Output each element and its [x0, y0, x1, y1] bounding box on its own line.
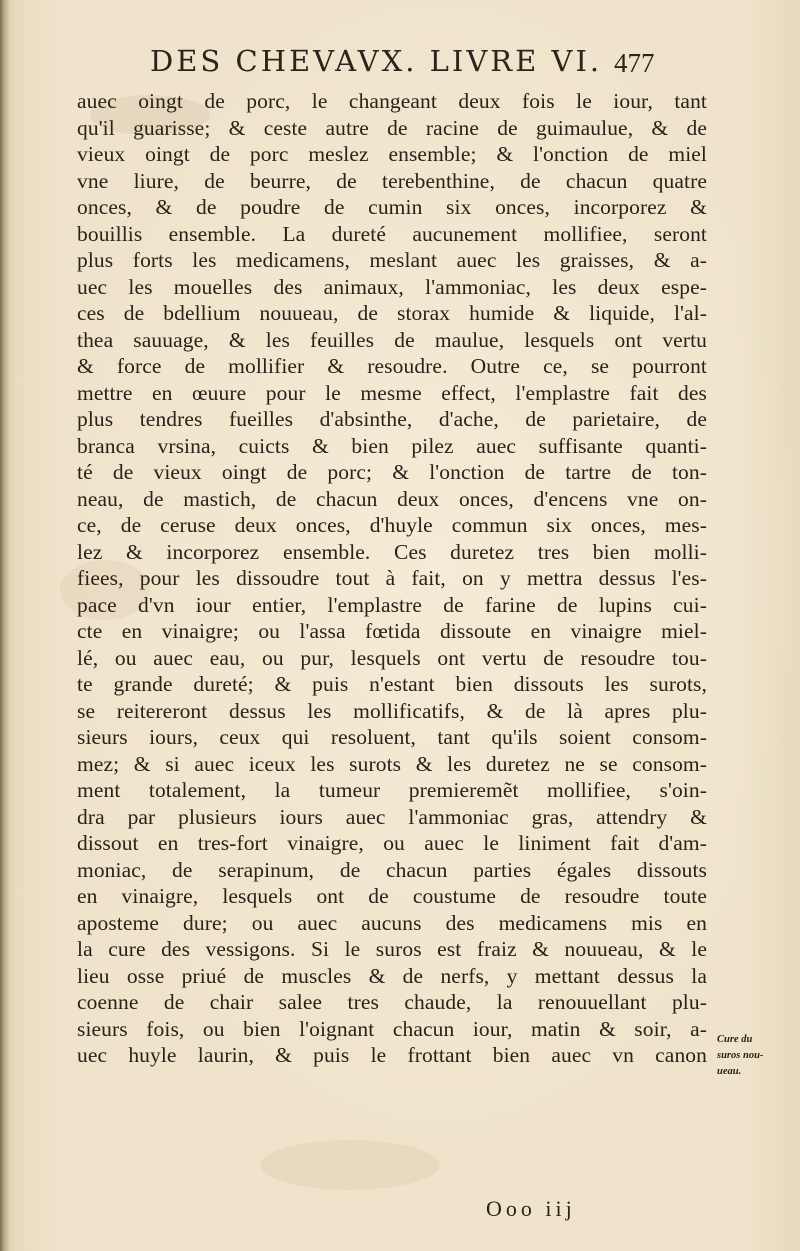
text-line: dissout en tres-fort vinaigre, ou auec le liniment fait d'am-: [77, 831, 707, 855]
text-line: vieux oingt de porc meslez ensemble; & l'onction de miel: [77, 142, 707, 166]
paper-stain: [260, 1140, 440, 1190]
text-line: sieurs iours, ceux qui resoluent, tant qu'ils soient consom-: [77, 725, 707, 749]
text-line: bouillis ensemble. La dureté aucunement mollifiee, seront: [77, 221, 707, 246]
margin-note-line: Cure du: [717, 1034, 753, 1045]
text-line: dra par plusieurs iours auec l'ammoniac gras, attendry &: [77, 804, 707, 829]
text-line: sieurs fois, ou bien l'oignant chacun iour, matin & soir, a-: [77, 1016, 707, 1041]
text-line: lé, ou auec eau, ou pur, lesquels ont vertu de resoudre tou-: [77, 645, 707, 670]
text-line: moniac, de serapinum, de chacun parties égales dissouts: [77, 857, 707, 882]
text-line: onces, & de poudre de cumin six onces, incorporez &: [77, 195, 707, 219]
text-line: mettre en œuure pour le mesme effect, l'emplastre fait des: [77, 380, 707, 405]
text-line: cte en vinaigre; ou l'assa fœtida dissoute en vinaigre miel-: [77, 619, 707, 643]
margin-note-line: suros nou-: [717, 1050, 764, 1061]
page-header: [150, 44, 710, 88]
text-line: en vinaigre, lesquels ont de coustume de resoudre toute: [77, 884, 707, 908]
page-gutter-shadow: [0, 0, 10, 1251]
text-line: la cure des vessigons. Si le suros est fraiz & nouueau, & le: [77, 937, 707, 961]
text-line: ment totalement, la tumeur premieremẽt mollifiee, s'oin-: [77, 778, 707, 802]
text-line: uec huyle laurin, & puis le frottant bien auec vn canon: [77, 1043, 707, 1067]
text-line: té de vieux oingt de porc; & l'onction de tartre de ton-: [77, 460, 707, 484]
text-line: branca vrsina, cuicts & bien pilez auec suffisante quanti-: [77, 433, 707, 458]
page-number: 477: [614, 48, 655, 78]
body-text: [77, 88, 707, 1069]
text-line: lez & incorporez ensemble. Ces duretez tres bien molli-: [77, 539, 707, 564]
text-line: ce, de ceruse deux onces, d'huyle commun six onces, mes-: [77, 513, 707, 537]
text-line: se reitereront dessus les mollificatifs, & de là apres plu-: [77, 698, 707, 723]
text-line: qu'il guarisse; & ceste autre de racine de guimaulue, & de: [77, 115, 707, 140]
text-line: te grande dureté; & puis n'estant bien dissouts les surots,: [77, 672, 707, 696]
signature-mark: Ooo iij: [486, 1196, 576, 1221]
running-head: DES CHEVAVX. LIVRE VI.: [150, 44, 603, 78]
text-line: coenne de chair salee tres chaude, la renouuellant plu-: [77, 990, 707, 1014]
text-line: plus forts les medicamens, meslant auec les graisses, & a-: [77, 248, 707, 272]
text-line: uec les mouelles des animaux, l'ammoniac, les deux espe-: [77, 274, 707, 299]
text-line: auec oingt de porc, le changeant deux fois le iour, tant: [77, 89, 707, 113]
text-line: aposteme dure; ou auec aucuns des medicamens mis en: [77, 910, 707, 935]
text-line: lieu osse priué de muscles & de nerfs, y mettant dessus la: [77, 963, 707, 988]
text-line: vne liure, de beurre, de terebenthine, de chacun quatre: [77, 168, 707, 193]
text-line: & force de mollifier & resoudre. Outre ce, se pourront: [77, 354, 707, 378]
text-line: plus tendres fueilles d'absinthe, d'ache, de parietaire, de: [77, 407, 707, 431]
text-line: pace d'vn iour entier, l'emplastre de farine de lupins cui-: [77, 592, 707, 617]
margin-note-line: ueau.: [717, 1066, 742, 1077]
text-line: mez; & si auec iceux les surots & les duretez ne se consom-: [77, 751, 707, 776]
text-line: thea sauuage, & les feuilles de maulue, lesquels ont vertu: [77, 327, 707, 352]
text-line: neau, de mastich, de chacun deux onces, d'encens vne on-: [77, 486, 707, 511]
margin-note: [717, 1032, 797, 1080]
text-line: fiees, pour les dissoudre tout à fait, on y mettra dessus l'es-: [77, 566, 707, 590]
text-line: ces de bdellium nouueau, de storax humide & liquide, l'al-: [77, 301, 707, 325]
